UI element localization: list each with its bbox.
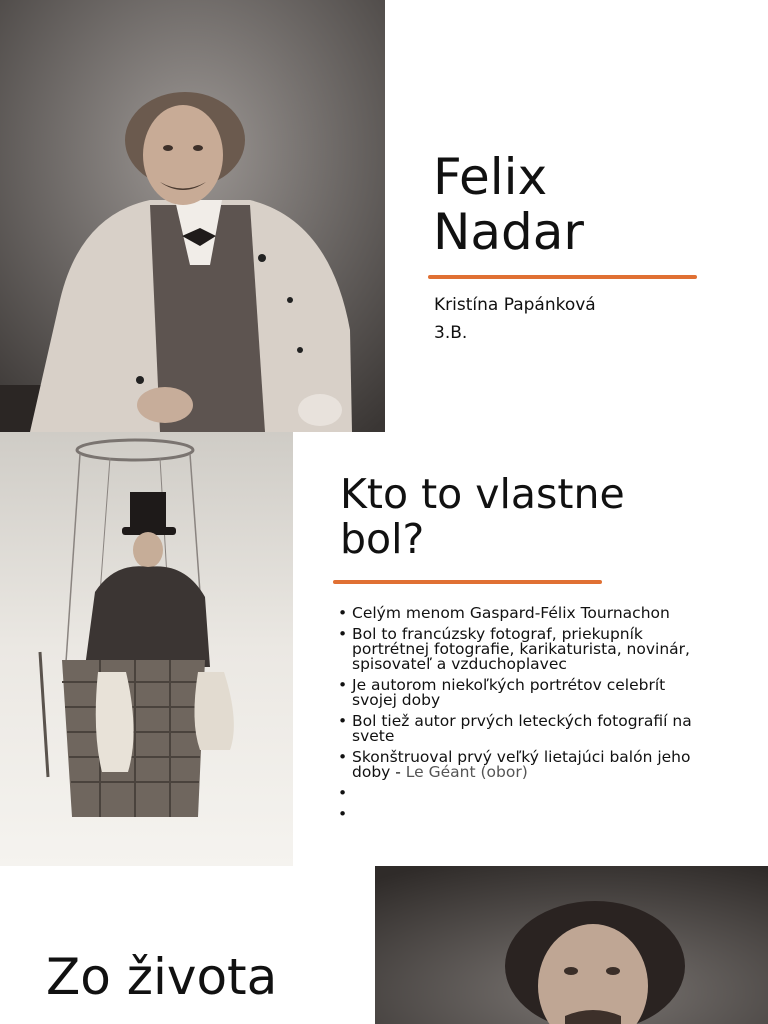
author-name: Kristína Papánková	[434, 295, 596, 315]
slide-who-was-he	[0, 432, 768, 866]
bullet-text: Skonštruoval prvý veľký lietajúci balón jeho doby -	[352, 748, 691, 781]
bullet-list	[338, 606, 710, 828]
empty-list-item	[338, 786, 710, 801]
list-item: • Bol to francúzsky fotograf, priekupník portrétnej fotografie, karikaturista, novinár, spisovateľ a vzduchoplavec	[338, 627, 710, 672]
list-item: • Celým menom Gaspard-Félix Tournachon	[338, 606, 710, 621]
title-line-2: Nadar	[433, 203, 584, 261]
section-heading: Zo života	[46, 948, 278, 1006]
heading-line-2: bol?	[340, 515, 425, 564]
title-line-1: Felix	[433, 148, 548, 206]
le-geant-link[interactable]: Le Géant (obor)	[405, 763, 528, 781]
presentation-title	[433, 150, 584, 260]
list-item	[338, 750, 710, 780]
list-item: • Bol tiež autor prvých leteckých fotografií na svete	[338, 714, 710, 744]
slide-title	[0, 0, 768, 432]
heading-line-1: Kto to vlastne	[340, 470, 625, 518]
section-heading	[340, 472, 625, 562]
list-item: • Je autorom niekoľkých portrétov celebrít svojej doby	[338, 678, 710, 708]
portrait-closeup-photo	[375, 866, 768, 1024]
slide-from-life	[0, 866, 768, 1024]
title-accent-rule	[428, 275, 697, 279]
empty-list-item	[338, 807, 710, 822]
portrait-seated-photo	[0, 0, 385, 432]
class-label: 3.B.	[434, 323, 468, 343]
balloon-basket-photo	[0, 432, 293, 866]
heading-accent-rule	[333, 580, 602, 584]
